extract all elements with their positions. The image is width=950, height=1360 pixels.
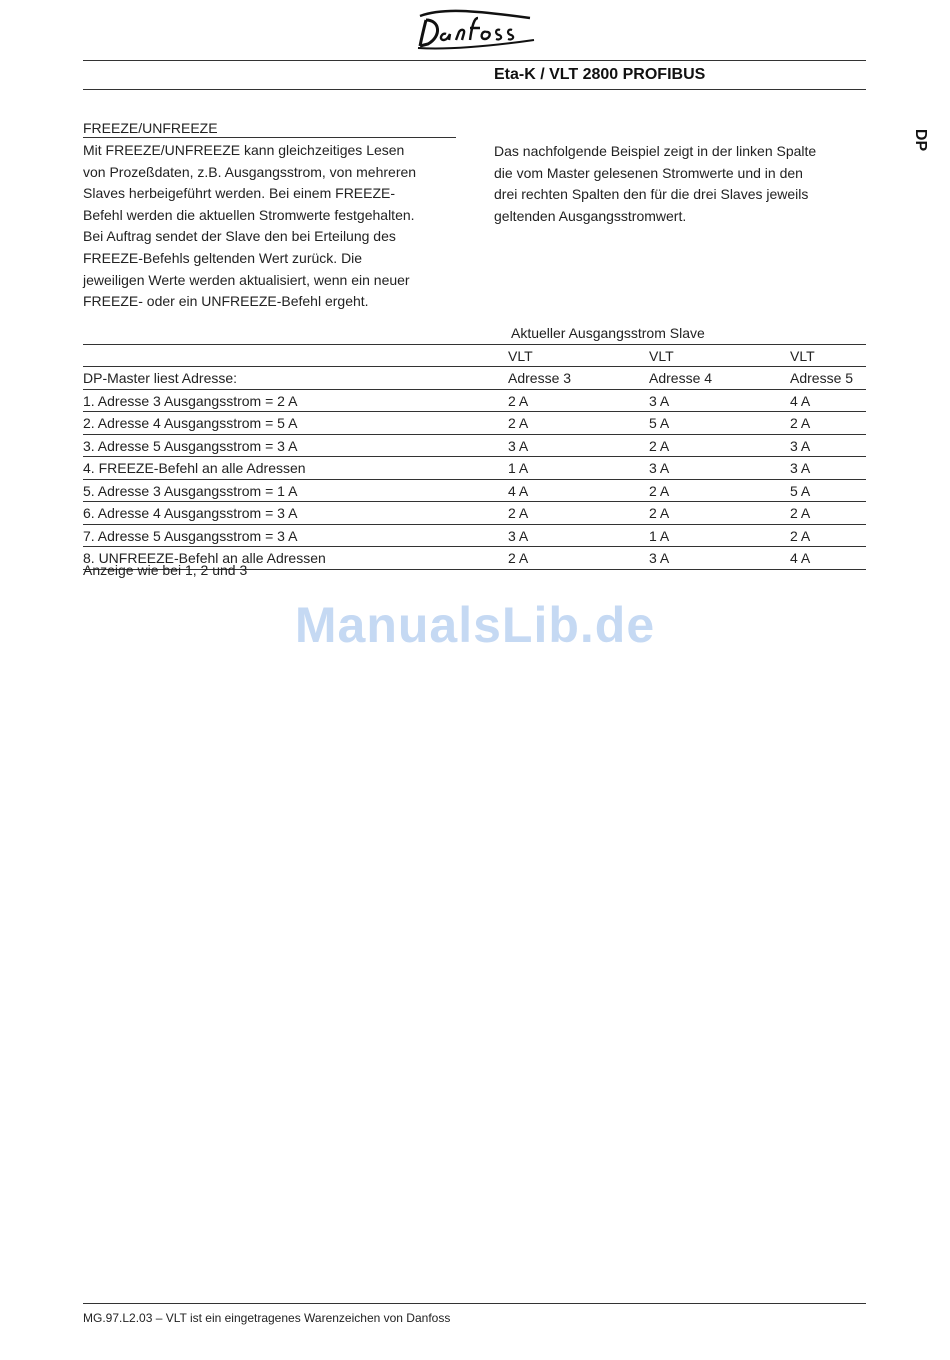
- table-cell: 2 A: [508, 415, 529, 431]
- table-cell: 1 A: [508, 460, 529, 476]
- table-cell: 2 A: [790, 415, 811, 431]
- right-line: drei rechten Spalten den für die drei Slaves jeweils: [494, 186, 809, 203]
- table-cell: 2 A: [790, 505, 811, 521]
- table-row: [83, 457, 866, 480]
- column-header: Adresse 4: [649, 370, 713, 386]
- row-label: 2. Adresse 4 Ausgangsstrom = 5 A: [83, 415, 298, 431]
- side-tab: [900, 120, 940, 160]
- table-row: [83, 525, 866, 548]
- footer-text: MG.97.L2.03 – VLT ist ein eingetragenes Warenzeichen von Danfoss: [83, 1311, 451, 1325]
- table-row: [83, 502, 866, 525]
- header-top-rule: [83, 60, 866, 61]
- table-cell: 3 A: [649, 550, 670, 566]
- table-cell: 5 A: [649, 415, 670, 431]
- vlt-label: VLT: [790, 347, 815, 364]
- table-cell: 2 A: [508, 505, 529, 521]
- row-header: DP-Master liest Adresse:: [83, 370, 238, 386]
- table-group-header-row: [83, 322, 866, 345]
- table-cell: 4 A: [790, 550, 811, 566]
- table-cell: 2 A: [508, 550, 529, 566]
- table-vlt-row: [83, 345, 866, 367]
- column-header: Adresse 3: [508, 370, 572, 386]
- table-cell: 3 A: [649, 460, 670, 476]
- row-label: 4. FREEZE-Befehl an alle Adressen: [83, 460, 306, 476]
- right-line: die vom Master gelesenen Stromwerte und in den: [494, 164, 803, 181]
- row-label: 7. Adresse 5 Ausgangsstrom = 3 A: [83, 527, 298, 544]
- table-cell: 4 A: [790, 392, 811, 409]
- group-header: Aktueller Ausgangsstrom Slave: [511, 325, 705, 341]
- left-line: FREEZE-Befehls geltenden Wert zurück. Die: [83, 249, 363, 266]
- right-paragraph: [494, 141, 874, 227]
- table-cell: 2 A: [649, 505, 670, 521]
- left-line: Befehl werden die aktuellen Stromwerte festgehalten.: [83, 206, 415, 223]
- table-row: [83, 390, 866, 413]
- table-cell: 3 A: [508, 437, 529, 454]
- row-label: 8. UNFREEZE-Befehl an alle Adressen: [83, 550, 326, 566]
- watermark: ManualsLib.de: [294, 597, 656, 653]
- left-line: Bei Auftrag sendet der Slave den bei Erteilung des: [83, 228, 396, 245]
- table-cell: 1 A: [649, 527, 670, 544]
- header-bottom-rule: [83, 89, 866, 90]
- left-paragraph: [83, 140, 463, 313]
- table-cell: 2 A: [790, 527, 811, 544]
- table-cell: 3 A: [508, 527, 529, 544]
- table-cell: 2 A: [649, 482, 670, 499]
- table-cell: 5 A: [790, 482, 811, 499]
- table-cell: 4 A: [508, 482, 529, 499]
- row-label: 1. Adresse 3 Ausgangsstrom = 2 A: [83, 392, 298, 409]
- table-row: [83, 435, 866, 458]
- danfoss-logo: [412, 6, 538, 54]
- vlt-label: VLT: [649, 347, 674, 364]
- right-line: geltenden Ausgangsstromwert.: [494, 207, 687, 224]
- table-cell: 3 A: [649, 392, 670, 409]
- right-line: Das nachfolgende Beispiel zeigt in der linken Spalte: [494, 143, 817, 159]
- section-heading: FREEZE/UNFREEZE: [83, 120, 456, 138]
- side-tab-label: DP: [911, 128, 929, 152]
- column-header: Adresse 5: [790, 370, 854, 386]
- left-line: FREEZE- oder ein UNFREEZE-Befehl ergeht.: [83, 293, 369, 310]
- row-label: 3. Adresse 5 Ausgangsstrom = 3 A: [83, 437, 298, 454]
- table-cell: 3 A: [790, 437, 811, 454]
- table-cell: 2 A: [508, 392, 529, 409]
- table-cell: 3 A: [790, 460, 811, 476]
- left-line: jeweiligen Werte werden aktualisiert, wenn ein neuer: [83, 271, 410, 288]
- table-header-row: [83, 366, 866, 390]
- current-table: [83, 322, 866, 570]
- left-line: Mit FREEZE/UNFREEZE kann gleichzeitiges Lesen: [83, 142, 405, 158]
- footer-rule: [83, 1303, 866, 1304]
- row-label: 6. Adresse 4 Ausgangsstrom = 3 A: [83, 505, 298, 521]
- table-row: [83, 412, 866, 435]
- left-line: Slaves herbeigeführt werden. Bei einem FREEZE-: [83, 185, 396, 202]
- vlt-label: VLT: [508, 347, 533, 364]
- table-cell: 2 A: [649, 437, 670, 454]
- row-label: 5. Adresse 3 Ausgangsstrom = 1 A: [83, 482, 298, 499]
- table-row: [83, 480, 866, 503]
- left-line: von Prozeßdaten, z.B. Ausgangsstrom, von mehreren: [83, 163, 417, 180]
- document-title: Eta-K / VLT 2800 PROFIBUS: [494, 66, 706, 83]
- table-note: Anzeige wie bei 1, 2 und 3: [83, 562, 248, 578]
